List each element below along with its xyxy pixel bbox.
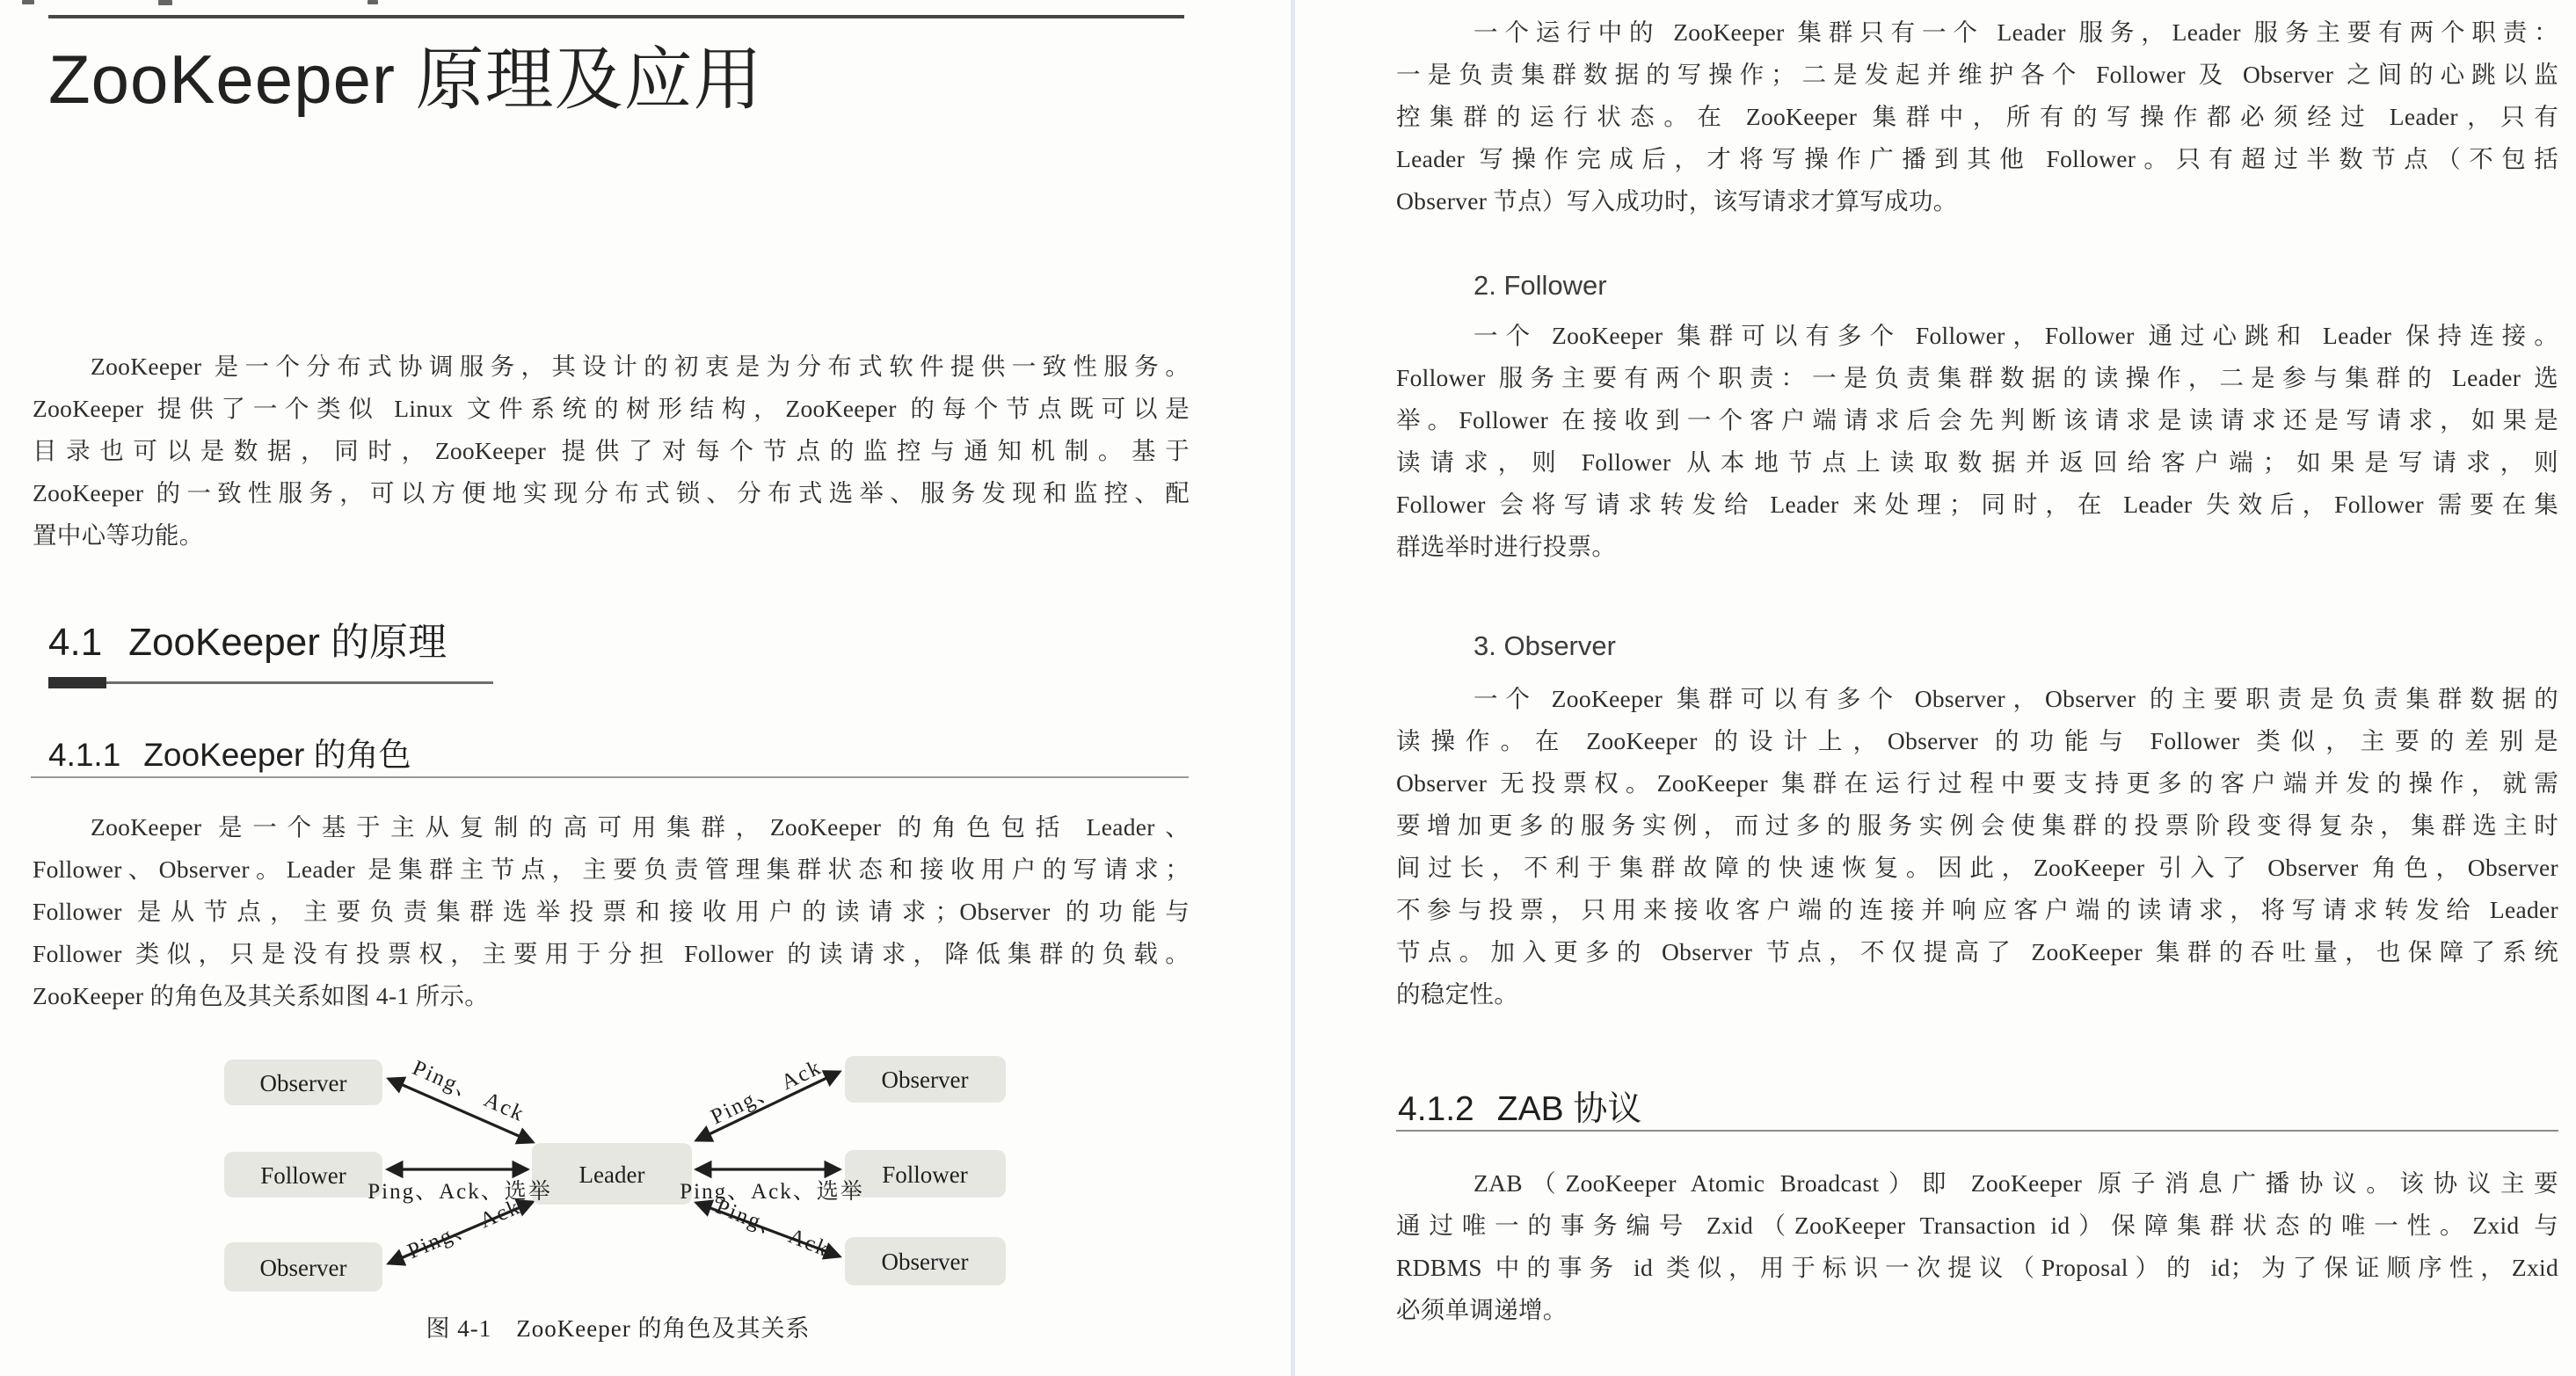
text-line: 不参与投票，只用来接收客户端的连接并响应客户端的读请求，将写请求转发给 Leader	[1396, 896, 2558, 923]
section-number: 4.1.1	[48, 737, 121, 773]
text-line: 一是负责集群数据的写操作；二是发起并维护各个 Follower 及 Observer 之间的心跳以监	[1396, 61, 2558, 88]
text-line: 一个运行中的 ZooKeeper 集群只有一个 Leader 服务，Leader 服务主要有两个职责：	[1474, 18, 2558, 46]
text-line: 的稳定性。	[1396, 980, 1518, 1008]
text-line: Leader 写操作完成后，才将写操作广播到其他 Follower。只有超过半数节点（不包括	[1396, 145, 2558, 172]
text-line: 一个 ZooKeeper 集群可以有多个 Observer，Observer 的主要职责是负责集群数据的	[1474, 685, 2558, 712]
section-4-1-rule-block	[48, 677, 106, 688]
leader-paragraph	[1396, 11, 2558, 222]
edge-label: Ping、 Ack	[707, 1055, 826, 1130]
section-number: 4.1.2	[1398, 1090, 1474, 1128]
text-line: 目录也可以是数据，同时，ZooKeeper 提供了对每个节点的监控与通知机制。基于	[33, 437, 1190, 464]
text-line: 间过长，不利于集群故障的快速恢复。因此，ZooKeeper 引入了 Observer 角色，Observer	[1396, 854, 2558, 881]
section-4-1-2-heading	[1398, 1090, 1641, 1130]
edge-label: Ping、 Ack	[712, 1194, 833, 1263]
page-gutter	[1291, 0, 1295, 1376]
chapter-top-rule	[48, 15, 1184, 18]
figure-4-1-diagram	[200, 1053, 1036, 1300]
follower-paragraph	[1396, 315, 2558, 568]
page-header-artifact	[158, 0, 172, 5]
text-line: ZooKeeper 的一致性服务，可以方便地实现分布式锁、分布式选举、服务发现和监控、配	[33, 479, 1190, 506]
node-label: Leader	[579, 1161, 645, 1188]
node-label: Observer	[881, 1067, 969, 1093]
text-line: Follower 服务主要有两个职责：一是负责集群数据的读操作，二是参与集群的 Leader 选	[1396, 364, 2558, 391]
text-line: 举。Follower 在接收到一个客户端请求后会先判断该请求是读请求还是写请求，如果是	[1396, 406, 2558, 433]
text-line: Observer 无投票权。ZooKeeper 集群在运行过程中要支持更多的客户端并发的操作，就需	[1396, 769, 2558, 797]
observer-subheading: 3. Observer	[1474, 630, 1616, 661]
node-label: Follower	[260, 1162, 346, 1189]
text-line: ZooKeeper 是一个分布式协调服务，其设计的初衷是为分布式软件提供一致性服务。	[91, 353, 1190, 380]
text-line: 置中心等功能。	[33, 521, 204, 549]
section-4-1-1-heading	[48, 737, 411, 775]
edge-label: Ping、Ack、选举	[367, 1180, 552, 1204]
section-title: ZAB 协议	[1496, 1090, 1642, 1128]
text-line: 通过唯一的事务编号 Zxid（ZooKeeper Transaction id）保障集群状态的唯一性。Zxid 与	[1396, 1212, 2558, 1239]
node-label: Follower	[882, 1161, 968, 1188]
text-line: 读请求，则 Follower 从本地节点上读取数据并返回给客户端；如果是写请求，则	[1396, 448, 2558, 476]
section-number: 4.1	[48, 621, 103, 664]
text-line: RDBMS 中的事务 id 类似，用于标识一次提议（Proposal）的 id；为了保证顺序性，Zxid	[1396, 1254, 2558, 1281]
node-label: Observer	[881, 1249, 969, 1275]
text-line: ZAB（ZooKeeper Atomic Broadcast）即 ZooKeeper 原子消息广播协议。该协议主要	[1474, 1169, 2558, 1197]
chapter-title: ZooKeeper 原理及应用	[48, 40, 763, 118]
observer-paragraph	[1396, 678, 2558, 1016]
zab-paragraph	[1396, 1162, 2558, 1331]
text-line: 要增加更多的服务实例，而过多的服务实例会使集群的投票阶段变得复杂，集群选主时	[1396, 812, 2558, 839]
edge-label: Ping、 Ack	[404, 1194, 525, 1264]
text-line: Follower 是从节点，主要负责集群选举投票和接收用户的读请求；Observer 的功能与	[33, 898, 1190, 925]
edge-label: Ping、Ack、选举	[680, 1180, 864, 1204]
text-line: Follower 类似，只是没有投票权，主要用于分担 Follower 的读请求，降低集群的负载。	[33, 940, 1190, 967]
figure-4-1-caption: 图 4-1 ZooKeeper 的角色及其关系	[426, 1315, 811, 1342]
node-label: Observer	[259, 1070, 347, 1096]
text-line: ZooKeeper 的角色及其关系如图 4-1 所示。	[33, 982, 490, 1009]
section-title: ZooKeeper 的原理	[128, 621, 448, 664]
text-line: 节点。加入更多的 Observer 节点，不仅提高了 ZooKeeper 集群的吞吐量，也保障了系统	[1396, 938, 2558, 965]
text-line: Follower、Observer。Leader 是集群主节点，主要负责管理集群状态和接收用户的写请求；	[33, 855, 1190, 883]
roles-paragraph	[33, 806, 1190, 1017]
section-title: ZooKeeper 的角色	[143, 737, 411, 773]
text-line: 群选举时进行投票。	[1396, 533, 1617, 560]
text-line: 必须单调递增。	[1396, 1296, 1568, 1323]
intro-paragraph	[33, 346, 1190, 557]
follower-subheading: 2. Follower	[1474, 270, 1607, 301]
page-header-artifact	[367, 0, 378, 4]
figure-nodes	[224, 1056, 1006, 1292]
section-4-1-heading	[48, 621, 447, 666]
text-line: Observer 节点）写入成功时，该写请求才算写成功。	[1396, 187, 1958, 215]
edge-label: Ping、 Ack	[409, 1056, 529, 1127]
section-4-1-1-rule	[31, 776, 1189, 778]
page-header-artifact	[22, 0, 34, 4]
text-line: ZooKeeper 提供了一个类似 Linux 文件系统的树形结构，ZooKeeper 的每个节点既可以是	[33, 395, 1190, 422]
section-4-1-2-rule	[1396, 1130, 2558, 1132]
node-label: Observer	[259, 1255, 347, 1281]
text-line: Follower 会将写请求转发给 Leader 来处理；同时，在 Leader 失效后，Follower 需要在集	[1396, 491, 2558, 518]
text-line: 一个 ZooKeeper 集群可以有多个 Follower，Follower 通过心跳和 Leader 保持连接。	[1474, 322, 2558, 349]
text-line: 控集群的运行状态。在 ZooKeeper 集群中，所有的写操作都必须经过 Leader，只有	[1396, 103, 2558, 130]
text-line: 读操作。在 ZooKeeper 的设计上，Observer 的功能与 Follower 类似，主要的差别是	[1396, 727, 2558, 754]
text-line: ZooKeeper 是一个基于主从复制的高可用集群，ZooKeeper 的角色包括 Leader、	[91, 813, 1190, 841]
section-4-1-rule-line	[106, 681, 493, 684]
